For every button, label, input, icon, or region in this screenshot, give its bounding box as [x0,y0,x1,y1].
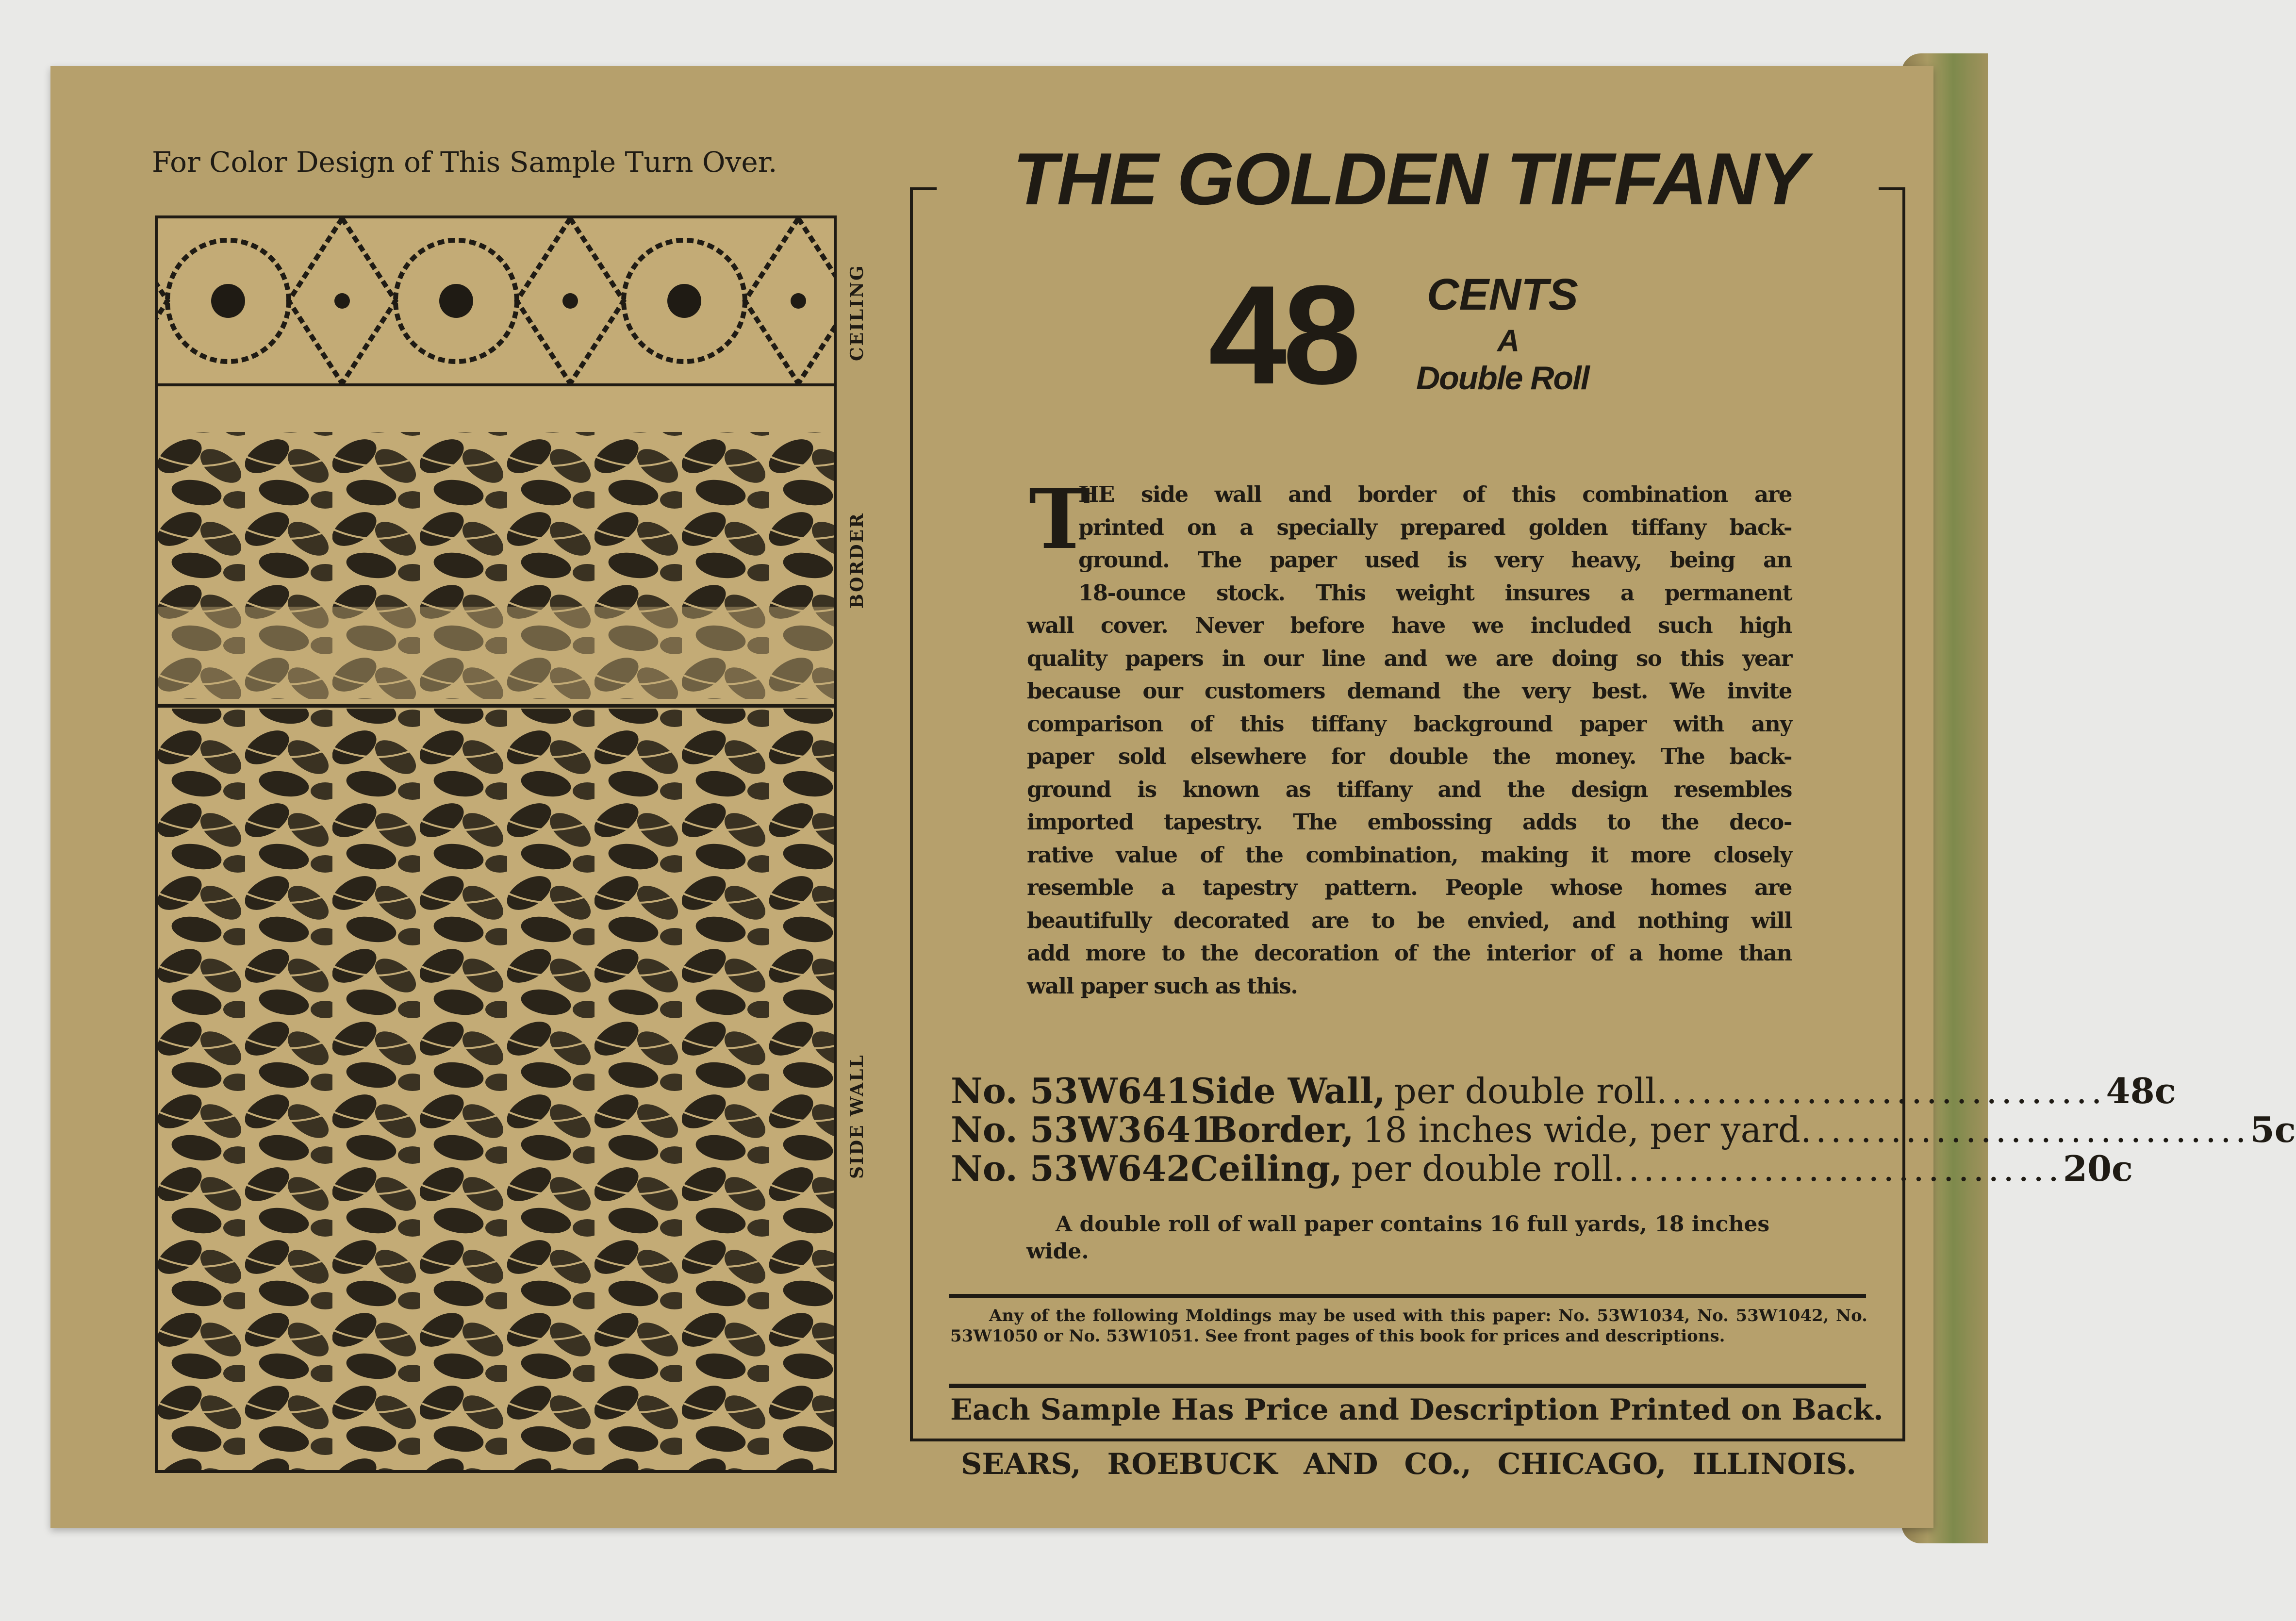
moldings-note: Any of the following Moldings may be used with this paper: No. 53W1034, No. 53W1042, No. 53W1050 or No. 53W1051. See front pages of this book for prices and descriptions. [950,1306,1867,1346]
paragraph-line: 18-ounce stock. This weight insures a permanent [1078,579,1792,606]
paragraph-line: printed on a specially prepared golden tiffany back- [1078,514,1792,540]
product-price: 20c [2063,1148,2133,1189]
description-paragraph [1027,471,1792,1002]
paragraph-line: resemble a tapestry pattern. People whose homes are [1027,875,1792,900]
frame-top-rule-left [910,187,937,190]
product-row-side-wall [951,1070,2176,1111]
paragraph-line: paper sold elsewhere for double the money. The back- [1027,744,1792,769]
sample-note: Each Sample Has Price and Description Printed on Back. [950,1393,1883,1427]
leader-dots: .............................. [1800,1109,2250,1150]
product-name: Ceiling, [1190,1148,1342,1189]
product-price: 5c [2250,1109,2296,1150]
roll-note: A double roll of wall paper contains 16 full yards, 18 inches wide. [1026,1212,1770,1264]
border-label: BORDER [847,512,867,609]
wallpaper-sample-illustration [155,215,837,1473]
price-amount: 48 [1208,256,1357,414]
price-a: A [1497,323,1520,358]
product-number: No. 53W641 [951,1070,1191,1111]
page-title: THE GOLDEN TIFFANY [1013,138,1807,220]
price-per: Double Roll [1416,360,1589,397]
side-wall-label: SIDE WALL [847,1054,867,1179]
paragraph-line: quality papers in our line and we are doing so this year [1027,645,1792,671]
product-number: No. 53W3641 [951,1109,1215,1150]
drop-cap: T [1029,471,1090,568]
divider [949,1294,1866,1298]
turn-over-note: For Color Design of This Sample Turn Over. [152,146,777,179]
paragraph-line: beautifully decorated are to be envied, and nothing will [1027,907,1792,933]
product-detail: per double roll [1351,1148,1614,1189]
paragraph-line: comparison of this tiffany background paper with any [1027,711,1792,737]
paragraph-line: because our customers demand the very best. We invite [1027,678,1792,704]
ceiling-label: CEILING [847,264,867,361]
product-detail: 18 inches wide, per yard [1362,1109,1801,1150]
wallpaper-pattern-image [158,218,834,1470]
product-row-border [951,1109,2296,1150]
product-detail: per double roll [1394,1071,1656,1111]
product-row-ceiling [951,1148,2133,1189]
product-name: Border, [1208,1109,1354,1150]
price-unit: CENTS [1427,270,1578,319]
product-name: Side Wall, [1190,1070,1386,1111]
paragraph-line: HE side wall and border of this combination are [1078,481,1792,507]
product-price: 48c [2106,1070,2176,1111]
divider [949,1384,1866,1388]
paragraph-line: add more to the decoration of the interior of a home than [1027,940,1792,966]
paragraph-line: ground. The paper used is very heavy, being an [1078,547,1792,573]
leader-dots: .............................. [1613,1148,2063,1189]
frame-top-rule-right [1879,187,1905,190]
publisher-line: SEARS, ROEBUCK AND CO., CHICAGO, ILLINOIS. [961,1447,1856,1481]
paragraph-line: wall cover. Never before have we included such high [1027,612,1792,638]
product-number: No. 53W642 [951,1148,1191,1189]
paragraph-line: rative value of the combination, making it more closely [1027,842,1792,868]
paragraph-line: wall paper such as this. [1027,973,1298,999]
paragraph-line: imported tapestry. The embossing adds to the deco- [1027,809,1792,835]
leader-dots: .............................. [1656,1071,2106,1111]
paragraph-line: ground is known as tiffany and the design resembles [1027,776,1792,802]
